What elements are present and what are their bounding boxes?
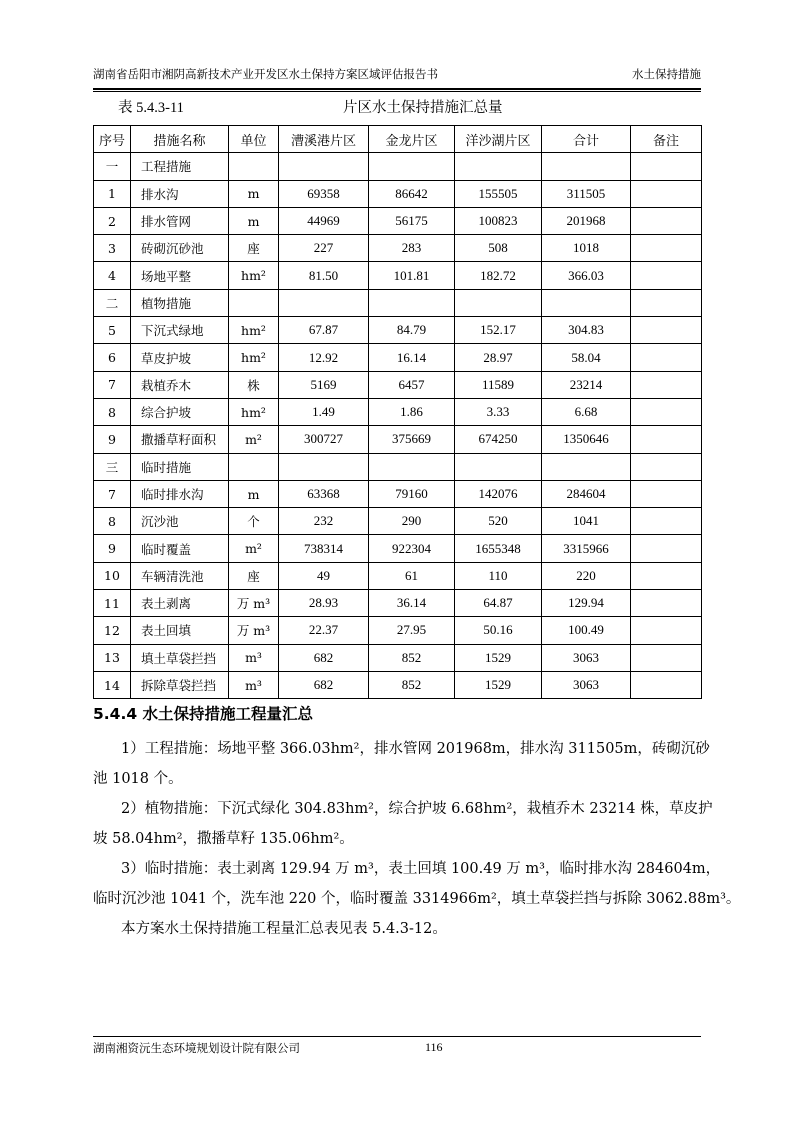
row-number-cell: 10 — [94, 562, 131, 589]
table-row — [94, 671, 702, 698]
caoxigang-value-cell: 22.37 — [279, 617, 369, 644]
table-row — [94, 535, 702, 562]
row-number-cell: 5 — [94, 317, 131, 344]
jinlong-value-cell: 84.79 — [369, 317, 455, 344]
total-value-cell: 1018 — [542, 235, 631, 262]
unit-cell: m³ — [229, 644, 279, 671]
jinlong-value-cell: 86642 — [369, 180, 455, 207]
remark-cell — [631, 426, 702, 453]
col-header: 金龙片区 — [369, 126, 455, 153]
paragraph-line: 1）工程措施：场地平整 366.03hm²，排水管网 201968m，排水沟 311505m，砖砌沉砂 — [121, 741, 710, 757]
footer-organization: 湖南湘资沅生态环境规划设计院有限公司 — [93, 1041, 300, 1055]
total-value-cell: 1350646 — [542, 426, 631, 453]
unit-cell: m — [229, 180, 279, 207]
row-number-cell: 7 — [94, 371, 131, 398]
caoxigang-value-cell — [279, 153, 369, 180]
total-value-cell: 220 — [542, 562, 631, 589]
jinlong-value-cell: 61 — [369, 562, 455, 589]
caoxigang-value-cell: 300727 — [279, 426, 369, 453]
yangshahu-value-cell: 155505 — [455, 180, 542, 207]
unit-cell: 万 m³ — [229, 590, 279, 617]
paragraph — [93, 734, 710, 794]
measure-name-cell: 砖砌沉砂池 — [131, 235, 229, 262]
section-heading: 5.4.4 水土保持措施工程量汇总 — [93, 705, 314, 723]
paragraph-line: 池 1018 个。 — [93, 771, 183, 787]
header-rule-thin — [93, 91, 701, 92]
unit-cell — [229, 453, 279, 480]
measure-name-cell: 表土剥离 — [131, 590, 229, 617]
col-header: 洋沙湖片区 — [455, 126, 542, 153]
paragraph-line: 临时沉沙池 1041 个，洗车池 220 个，临时覆盖 3314966m²，填土草袋拦挡与拆除 3062.88m³。 — [93, 891, 741, 907]
total-value-cell: 366.03 — [542, 262, 631, 289]
yangshahu-value-cell: 674250 — [455, 426, 542, 453]
table-row — [94, 644, 702, 671]
measure-name-cell: 填土草袋拦挡 — [131, 644, 229, 671]
running-header — [93, 66, 701, 84]
measure-name-cell: 临时排水沟 — [131, 480, 229, 507]
yangshahu-value-cell: 508 — [455, 235, 542, 262]
total-value-cell: 3063 — [542, 671, 631, 698]
table-row — [94, 562, 702, 589]
row-number-cell: 8 — [94, 508, 131, 535]
header-rule — [93, 88, 701, 90]
jinlong-value-cell: 922304 — [369, 535, 455, 562]
caoxigang-value-cell: 1.49 — [279, 398, 369, 425]
caoxigang-value-cell: 227 — [279, 235, 369, 262]
remark-cell — [631, 207, 702, 234]
paragraph — [93, 854, 741, 914]
caoxigang-value-cell: 63368 — [279, 480, 369, 507]
yangshahu-value-cell — [455, 289, 542, 316]
jinlong-value-cell: 79160 — [369, 480, 455, 507]
remark-cell — [631, 235, 702, 262]
jinlong-value-cell: 6457 — [369, 371, 455, 398]
yangshahu-value-cell: 152.17 — [455, 317, 542, 344]
total-value-cell: 3063 — [542, 644, 631, 671]
remark-cell — [631, 590, 702, 617]
yangshahu-value-cell: 28.97 — [455, 344, 542, 371]
yangshahu-value-cell: 11589 — [455, 371, 542, 398]
table-row — [94, 317, 702, 344]
paragraph — [93, 794, 713, 854]
remark-cell — [631, 317, 702, 344]
row-number-cell: 6 — [94, 344, 131, 371]
caoxigang-value-cell: 67.87 — [279, 317, 369, 344]
total-value-cell: 58.04 — [542, 344, 631, 371]
remark-cell — [631, 153, 702, 180]
row-number-cell: 9 — [94, 535, 131, 562]
remark-cell — [631, 508, 702, 535]
jinlong-value-cell — [369, 153, 455, 180]
yangshahu-value-cell: 64.87 — [455, 590, 542, 617]
table-row — [94, 153, 702, 180]
caoxigang-value-cell: 232 — [279, 508, 369, 535]
col-header: 单位 — [229, 126, 279, 153]
unit-cell: m — [229, 207, 279, 234]
jinlong-value-cell: 852 — [369, 644, 455, 671]
measure-name-cell: 车辆清洗池 — [131, 562, 229, 589]
row-number-cell: 14 — [94, 671, 131, 698]
caoxigang-value-cell: 69358 — [279, 180, 369, 207]
unit-cell: m² — [229, 426, 279, 453]
table-row — [94, 207, 702, 234]
unit-cell: 万 m³ — [229, 617, 279, 644]
measure-name-cell: 排水沟 — [131, 180, 229, 207]
unit-cell: hm² — [229, 344, 279, 371]
jinlong-value-cell: 56175 — [369, 207, 455, 234]
row-number-cell: 1 — [94, 180, 131, 207]
total-value-cell — [542, 153, 631, 180]
table-row — [94, 398, 702, 425]
measure-name-cell: 草皮护坡 — [131, 344, 229, 371]
jinlong-value-cell: 36.14 — [369, 590, 455, 617]
unit-cell: m² — [229, 535, 279, 562]
col-header: 合计 — [542, 126, 631, 153]
unit-cell: hm² — [229, 398, 279, 425]
total-value-cell: 129.94 — [542, 590, 631, 617]
remark-cell — [631, 398, 702, 425]
unit-cell: m³ — [229, 671, 279, 698]
unit-cell: 座 — [229, 562, 279, 589]
measure-name-cell: 植物措施 — [131, 289, 229, 316]
yangshahu-value-cell: 50.16 — [455, 617, 542, 644]
table-row — [94, 344, 702, 371]
jinlong-value-cell: 852 — [369, 671, 455, 698]
yangshahu-value-cell: 182.72 — [455, 262, 542, 289]
table-body — [94, 153, 702, 699]
table-row — [94, 371, 702, 398]
caoxigang-value-cell — [279, 289, 369, 316]
remark-cell — [631, 562, 702, 589]
row-number-cell: 7 — [94, 480, 131, 507]
table-row — [94, 508, 702, 535]
col-header: 序号 — [94, 126, 131, 153]
measure-name-cell: 临时措施 — [131, 453, 229, 480]
measure-name-cell: 撒播草籽面积 — [131, 426, 229, 453]
caoxigang-value-cell — [279, 453, 369, 480]
col-header: 备注 — [631, 126, 702, 153]
caoxigang-value-cell: 682 — [279, 671, 369, 698]
jinlong-value-cell: 101.81 — [369, 262, 455, 289]
measure-name-cell: 拆除草袋拦挡 — [131, 671, 229, 698]
paragraph-line: 2）植物措施：下沉式绿化 304.83hm²，综合护坡 6.68hm²，栽植乔木 23214 株，草皮护 — [121, 801, 713, 817]
yangshahu-value-cell: 1529 — [455, 671, 542, 698]
jinlong-value-cell: 27.95 — [369, 617, 455, 644]
paragraph-line: 本方案水土保持措施工程量汇总表见表 5.4.3-12。 — [121, 921, 447, 937]
measure-name-cell: 下沉式绿地 — [131, 317, 229, 344]
jinlong-value-cell: 290 — [369, 508, 455, 535]
paragraph-line: 3）临时措施：表土剥离 129.94 万 m³，表土回填 100.49 万 m³，临时排水沟 284604m， — [121, 861, 721, 877]
row-number-cell: 2 — [94, 207, 131, 234]
unit-cell: 个 — [229, 508, 279, 535]
measure-name-cell: 栽植乔木 — [131, 371, 229, 398]
total-value-cell: 201968 — [542, 207, 631, 234]
measure-name-cell: 沉沙池 — [131, 508, 229, 535]
table-row — [94, 453, 702, 480]
yangshahu-value-cell: 110 — [455, 562, 542, 589]
paragraph-line: 坡 58.04hm²，撒播草籽 135.06hm²。 — [93, 831, 354, 847]
measure-name-cell: 场地平整 — [131, 262, 229, 289]
row-number-cell: 11 — [94, 590, 131, 617]
remark-cell — [631, 644, 702, 671]
total-value-cell: 23214 — [542, 371, 631, 398]
footer-rule — [93, 1036, 701, 1037]
jinlong-value-cell: 375669 — [369, 426, 455, 453]
row-number-cell: 9 — [94, 426, 131, 453]
total-value-cell: 3315966 — [542, 535, 631, 562]
caoxigang-value-cell: 12.92 — [279, 344, 369, 371]
table-row — [94, 617, 702, 644]
measure-name-cell: 排水管网 — [131, 207, 229, 234]
remark-cell — [631, 289, 702, 316]
measures-summary-table — [93, 125, 702, 699]
measure-name-cell: 综合护坡 — [131, 398, 229, 425]
measure-name-cell: 工程措施 — [131, 153, 229, 180]
total-value-cell — [542, 453, 631, 480]
jinlong-value-cell: 16.14 — [369, 344, 455, 371]
table-row — [94, 235, 702, 262]
caoxigang-value-cell: 28.93 — [279, 590, 369, 617]
remark-cell — [631, 262, 702, 289]
row-number-cell: 8 — [94, 398, 131, 425]
row-number-cell: 13 — [94, 644, 131, 671]
unit-cell — [229, 289, 279, 316]
jinlong-value-cell — [369, 453, 455, 480]
remark-cell — [631, 617, 702, 644]
total-value-cell: 284604 — [542, 480, 631, 507]
table-header-row — [94, 126, 702, 153]
table-row — [94, 426, 702, 453]
unit-cell: m — [229, 480, 279, 507]
table-row — [94, 480, 702, 507]
jinlong-value-cell: 1.86 — [369, 398, 455, 425]
total-value-cell — [542, 289, 631, 316]
row-number-cell: 4 — [94, 262, 131, 289]
running-footer — [93, 1040, 701, 1056]
yangshahu-value-cell: 1529 — [455, 644, 542, 671]
yangshahu-value-cell: 520 — [455, 508, 542, 535]
row-number-cell: 12 — [94, 617, 131, 644]
measure-name-cell: 表土回填 — [131, 617, 229, 644]
caoxigang-value-cell: 5169 — [279, 371, 369, 398]
unit-cell — [229, 153, 279, 180]
total-value-cell: 6.68 — [542, 398, 631, 425]
header-chapter-title: 水土保持措施 — [632, 67, 701, 81]
total-value-cell: 311505 — [542, 180, 631, 207]
page-number: 116 — [425, 1040, 443, 1054]
caoxigang-value-cell: 738314 — [279, 535, 369, 562]
unit-cell: hm² — [229, 262, 279, 289]
caoxigang-value-cell: 81.50 — [279, 262, 369, 289]
yangshahu-value-cell — [455, 453, 542, 480]
yangshahu-value-cell — [455, 153, 542, 180]
yangshahu-value-cell: 142076 — [455, 480, 542, 507]
yangshahu-value-cell: 1655348 — [455, 535, 542, 562]
table-row — [94, 590, 702, 617]
table-row — [94, 289, 702, 316]
remark-cell — [631, 344, 702, 371]
remark-cell — [631, 453, 702, 480]
remark-cell — [631, 371, 702, 398]
caoxigang-value-cell: 682 — [279, 644, 369, 671]
caoxigang-value-cell: 49 — [279, 562, 369, 589]
row-number-cell: 一 — [94, 153, 131, 180]
remark-cell — [631, 180, 702, 207]
table-title: 片区水土保持措施汇总量 — [343, 100, 503, 116]
measure-name-cell: 临时覆盖 — [131, 535, 229, 562]
table-number: 表 5.4.3-11 — [118, 100, 184, 116]
jinlong-value-cell: 283 — [369, 235, 455, 262]
yangshahu-value-cell: 100823 — [455, 207, 542, 234]
row-number-cell: 二 — [94, 289, 131, 316]
caoxigang-value-cell: 44969 — [279, 207, 369, 234]
row-number-cell: 3 — [94, 235, 131, 262]
remark-cell — [631, 671, 702, 698]
yangshahu-value-cell: 3.33 — [455, 398, 542, 425]
total-value-cell: 1041 — [542, 508, 631, 535]
unit-cell: 座 — [229, 235, 279, 262]
col-header: 漕溪港片区 — [279, 126, 369, 153]
row-number-cell: 三 — [94, 453, 131, 480]
jinlong-value-cell — [369, 289, 455, 316]
total-value-cell: 100.49 — [542, 617, 631, 644]
unit-cell: 株 — [229, 371, 279, 398]
remark-cell — [631, 535, 702, 562]
col-header: 措施名称 — [131, 126, 229, 153]
total-value-cell: 304.83 — [542, 317, 631, 344]
header-report-title: 湖南省岳阳市湘阴高新技术产业开发区水土保持方案区域评估报告书 — [93, 67, 438, 81]
remark-cell — [631, 480, 702, 507]
paragraph — [93, 914, 701, 944]
unit-cell: hm² — [229, 317, 279, 344]
table-row — [94, 262, 702, 289]
table-row — [94, 180, 702, 207]
